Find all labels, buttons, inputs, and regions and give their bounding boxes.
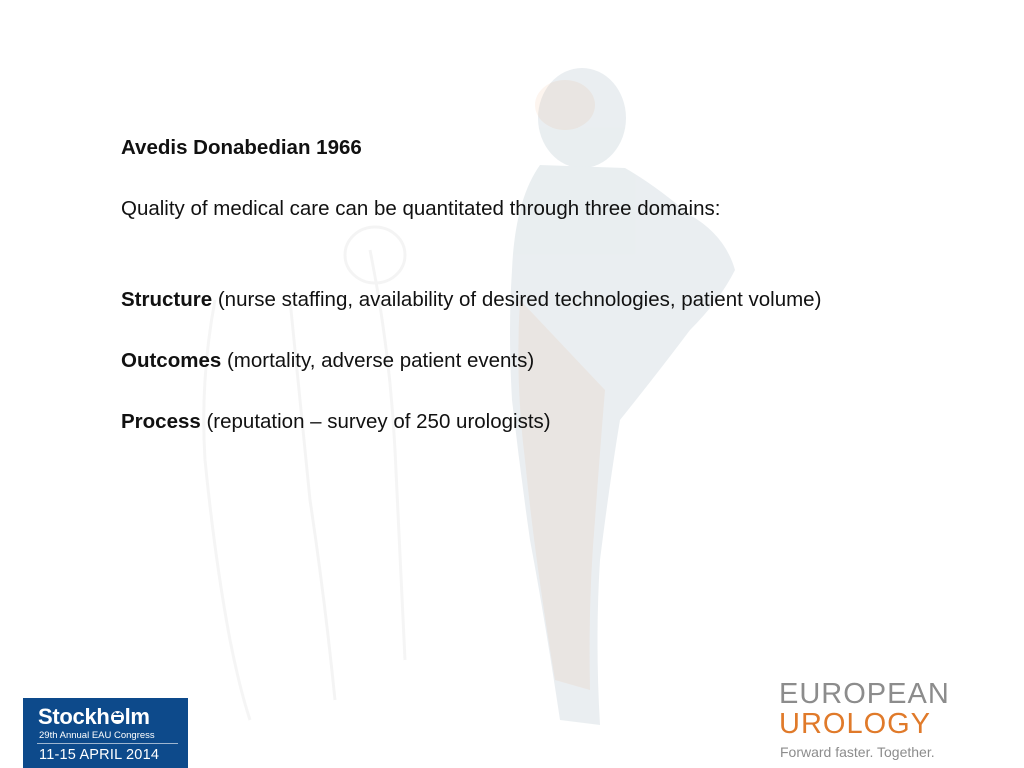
european-urology-logo xyxy=(779,678,979,768)
slide-content xyxy=(121,133,981,437)
intro-text: Quality of medical care can be quantitated through three domains: xyxy=(121,197,721,220)
domain-detail: (nurse staffing, availability of desired technologies, patient volume) xyxy=(212,288,822,311)
congress-label: 29th Annual EAU Congress xyxy=(39,730,155,741)
crown-emblem-icon xyxy=(110,708,125,725)
domain-item-outcomes xyxy=(121,346,981,376)
logo-city-name xyxy=(38,704,150,730)
slide-title: Avedis Donabedian 1966 xyxy=(121,136,362,159)
logo-line-urology: UROLOGY xyxy=(779,708,932,740)
logo-tagline: Forward faster. Together. xyxy=(780,744,935,760)
domain-detail: (reputation – survey of 250 urologists) xyxy=(200,410,551,433)
domain-item-process xyxy=(121,407,981,437)
congress-dates: 11-15 APRIL 2014 xyxy=(39,747,160,763)
city-suffix: lm xyxy=(124,704,150,729)
logo-divider xyxy=(37,743,178,744)
domain-item-structure xyxy=(121,285,981,315)
domain-term: Outcomes xyxy=(121,349,222,372)
domain-term: Process xyxy=(121,410,201,433)
city-prefix: Stockh xyxy=(38,704,110,729)
domain-term: Structure xyxy=(121,288,213,311)
logo-line-european: EUROPEAN xyxy=(779,678,950,710)
stockholm-congress-logo xyxy=(23,698,188,768)
domain-detail: (mortality, adverse patient events) xyxy=(221,349,535,372)
